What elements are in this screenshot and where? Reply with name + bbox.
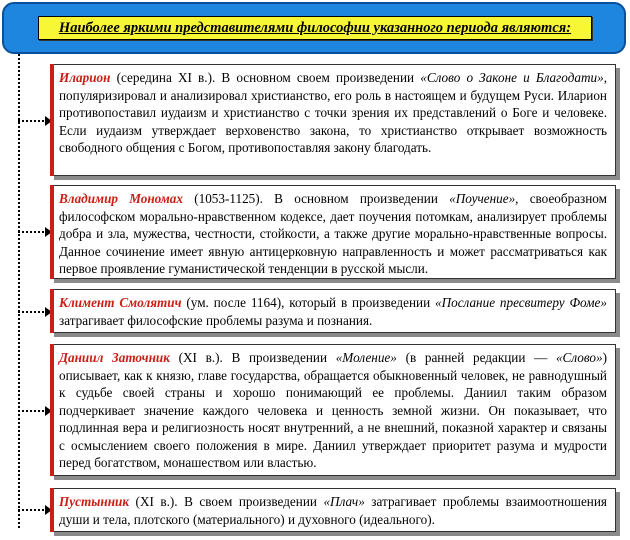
philosopher-card-monomakh xyxy=(50,185,616,279)
card-text: , популяризировал и анализировал христианство, его роль в настоящем и будущем Руси. Иларион противопоставил иудаизм и христианство с точки зрения их представлений о Боге и человеке. Если иудаизм утверждает верховенство закона, то христианство открывает возможность свободного общения с Богом, противопоставляя закону благодать. xyxy=(59,70,607,155)
philosopher-card-ilarion xyxy=(50,64,616,176)
header-title: Наиболее яркими представителями философии указанного периода являются: xyxy=(38,16,592,40)
card-text: (1053-1125). В основном произведении xyxy=(183,191,450,206)
work-title: «Поучение» xyxy=(449,191,516,206)
connector-arrow-5 xyxy=(18,509,48,511)
card-text: затрагивает проблемы взаимоотношения души и тела, плотского (материального) и духовного (идеального). xyxy=(59,494,607,527)
philosopher-card-pustynnik xyxy=(50,488,616,532)
card-text: (XI в.). В произведении xyxy=(169,350,336,365)
connector-arrow-3 xyxy=(18,311,48,313)
work-title: «Слово о Законе и Благодати» xyxy=(420,70,604,85)
philosopher-name: Иларион xyxy=(59,70,111,85)
work-title: «Моление» xyxy=(335,350,397,365)
connector-spine xyxy=(18,54,20,528)
card-text: (в ранней редакции — xyxy=(396,350,556,365)
connector-arrow-2 xyxy=(18,231,48,233)
card-text: (середина XI в.). В основном своем произведении xyxy=(110,70,421,85)
philosopher-name: Даниил Заточник xyxy=(59,350,170,365)
philosopher-name: Климент Смолятич xyxy=(59,295,182,310)
work-title: «Послание пресвитеру Фоме» xyxy=(434,295,607,310)
card-text: , своеобразном философском морально-нравственном кодексе, дает поучения потомкам, анализирует проблемы добра и зла, мужества, честности, стойкости, а также другие морально-нравственные вопросы. Данное сочинение имеет явную антицерковную направленность и может рассматриваться как первое проявление гуманистической тенденции в русской мысли. xyxy=(59,191,607,276)
philosopher-name: Владимир Мономах xyxy=(59,191,183,206)
connector-arrow-1 xyxy=(18,120,48,122)
card-text: (ум. после 1164), который в произведении xyxy=(181,295,435,310)
work-title: «Слово» xyxy=(555,350,603,365)
philosopher-card-zatochnik xyxy=(50,344,616,476)
philosopher-card-smolyatich xyxy=(50,289,616,333)
connector-arrow-4 xyxy=(18,410,48,412)
card-text: ) описывает, как к князю, главе государства, обращается обыкновенный человек, не равнодушный к судьбе своей страны и хорошо понимающий ее проблемы. Даниил таким образом подчеркивает значение каждого человека и ценность земной жизни. Он показывает, что подлинная вера и религиозность носят внутренний, а не внешний, показной характер и связаны с осмыслением своего положения в мире. Даниил утверждает приоритет разума и мудрости перед богатством, монашеством или властью. xyxy=(59,350,607,470)
card-text: затрагивает философские проблемы разума и познания. xyxy=(59,312,373,328)
work-title: «Плач» xyxy=(323,494,365,509)
header-banner xyxy=(2,2,626,54)
card-text: (XI в.). В своем произведении xyxy=(129,494,324,509)
philosopher-name: Пустынник xyxy=(59,494,130,509)
